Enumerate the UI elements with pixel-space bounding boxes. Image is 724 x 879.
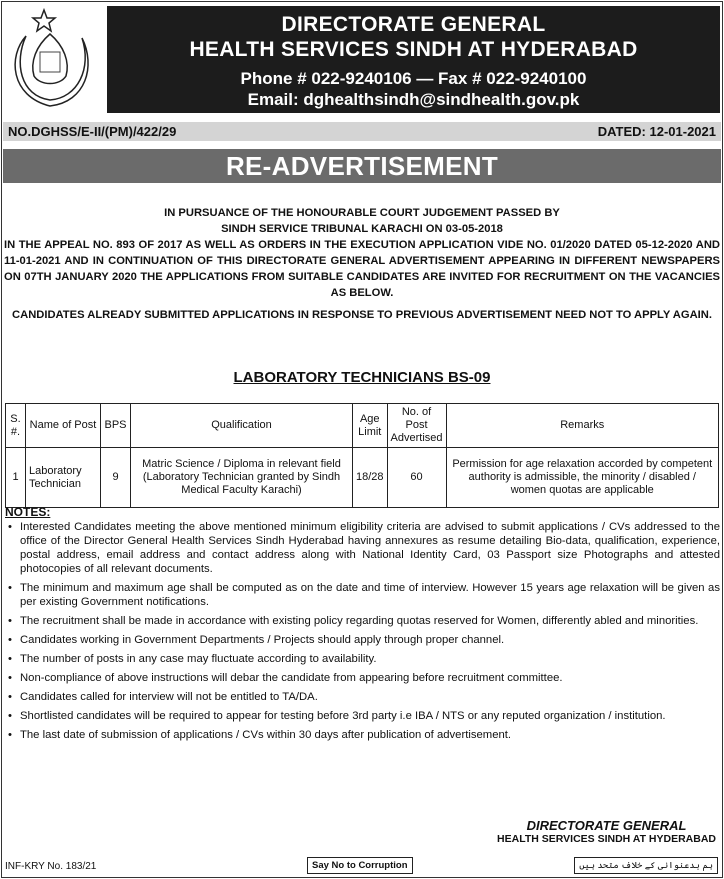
cell: Laboratory Technician [26,448,101,508]
note-item: • The last date of submission of applications / CVs within 30 days after publication of advertisement. [8,728,720,742]
note-item: • Interested Candidates meeting the above mentioned minimum eligibility criteria are advised to submit applications / CVs addressed to the office of the Director General Health Services Sindh Hyderabad having annexures as resume detailing Bio-data, qualification, experience, postal address, email address and contact address along with National Identity Card, 03 Passport size Photographs and attested photocopies of all relevant documents. [8,520,720,576]
table-row [6,448,719,508]
note-item: • Candidates working in Government Departments / Projects should apply through proper channel. [8,633,720,647]
cell: 1 [6,448,26,508]
re-advertisement-banner: RE-ADVERTISEMENT [3,149,721,183]
inf-number: INF-KRY No. 183/21 [5,861,97,872]
signature-block [497,818,716,845]
note-item: • The number of posts in any case may fluctuate according to availability. [8,652,720,666]
intro-paragraph: IN THE APPEAL NO. 893 OF 2017 AS WELL AS ORDERS IN THE EXECUTION APPLICATION VIDE NO. 01/2020 DATED 05-12-2020 AND 11-01-2021 AND IN CONTINUATION OF THIS DIRECTORATE GENERAL ADVERTISEMENT APPEARING IN DIFFERENT NEWSPAPERS ON 07TH JANUARY 2020 THE APPLICATIONS FROM SUITABLE CANDIDATES ARE INVITED FOR RECRUITMENT ON THE VACANCIES AS BELOW. [4,239,720,299]
contact-email: Email: dghealthsindh@sindhealth.gov.pk [247,90,580,109]
vacancy-table [5,403,719,508]
signature-subtitle: HEALTH SERVICES SINDH AT HYDERABAD [497,833,716,845]
col-header: Qualification [131,404,353,448]
col-header: BPS [101,404,131,448]
intro-line: IN PURSUANCE OF THE HONOURABLE COURT JUDGEMENT PASSED BY [164,207,560,219]
col-header: S. #. [6,404,26,448]
cell: 60 [387,448,446,508]
notes-list [8,520,720,747]
col-header: Name of Post [26,404,101,448]
org-title: DIRECTORATE GENERAL [281,13,546,36]
reference-number: NO.DGHSS/E-II/(PM)/422/29 [8,124,177,139]
org-subtitle: HEALTH SERVICES SINDH AT HYDERABAD [189,38,638,61]
cell: 9 [101,448,131,508]
dated: DATED: 12-01-2021 [597,124,716,139]
header-banner [107,6,720,113]
note-item: • Non-compliance of above instructions will debar the candidate from appearing before recruitment committee. [8,671,720,685]
col-header: Remarks [446,404,719,448]
sindh-government-seal-logo [6,6,98,112]
cell: Matric Science / Diploma in relevant field (Laboratory Technician granted by Sindh Medical Faculty Karachi) [131,448,353,508]
urdu-slogan-box: ہم بدعنوانی کے خلاف متحد ہیں [574,857,718,874]
note-item: • Shortlisted candidates will be required to appear for testing before 3rd party i.e IBA / NTS or any reputed organization / institution. [8,709,720,723]
notes-heading: NOTES: [5,505,51,519]
reference-bar [3,122,721,141]
cell: Permission for age relaxation accorded by competent authority is admissible, the minority / disabled / women quotas are applicable [446,448,719,508]
col-header: No. of Post Advertised [387,404,446,448]
note-item: • Candidates called for interview will not be entitled to TA/DA. [8,690,720,704]
table-header-row [6,404,719,448]
intro-note: CANDIDATES ALREADY SUBMITTED APPLICATIONS IN RESPONSE TO PREVIOUS ADVERTISEMENT NEED NOT TO APPLY AGAIN. [12,309,712,321]
col-header: Age Limit [353,404,388,448]
contact-phone: Phone # 022-9240106 — Fax # 022-9240100 [240,69,587,88]
signature-title: DIRECTORATE GENERAL [526,818,687,833]
say-no-to-corruption-box: Say No to Corruption [307,857,413,874]
note-item: • The recruitment shall be made in accordance with existing policy regarding quotas reserved for Women, differently abled and minorities. [8,614,720,628]
intro-text [4,205,720,323]
note-item: • The minimum and maximum age shall be computed as on the date and time of interview. However 15 years age relaxation will be given as per existing Government notifications. [8,581,720,609]
intro-line: SINDH SERVICE TRIBUNAL KARACHI ON 03-05-2018 [221,223,503,235]
section-title: LABORATORY TECHNICIANS BS-09 [233,369,491,386]
cell: 18/28 [353,448,388,508]
